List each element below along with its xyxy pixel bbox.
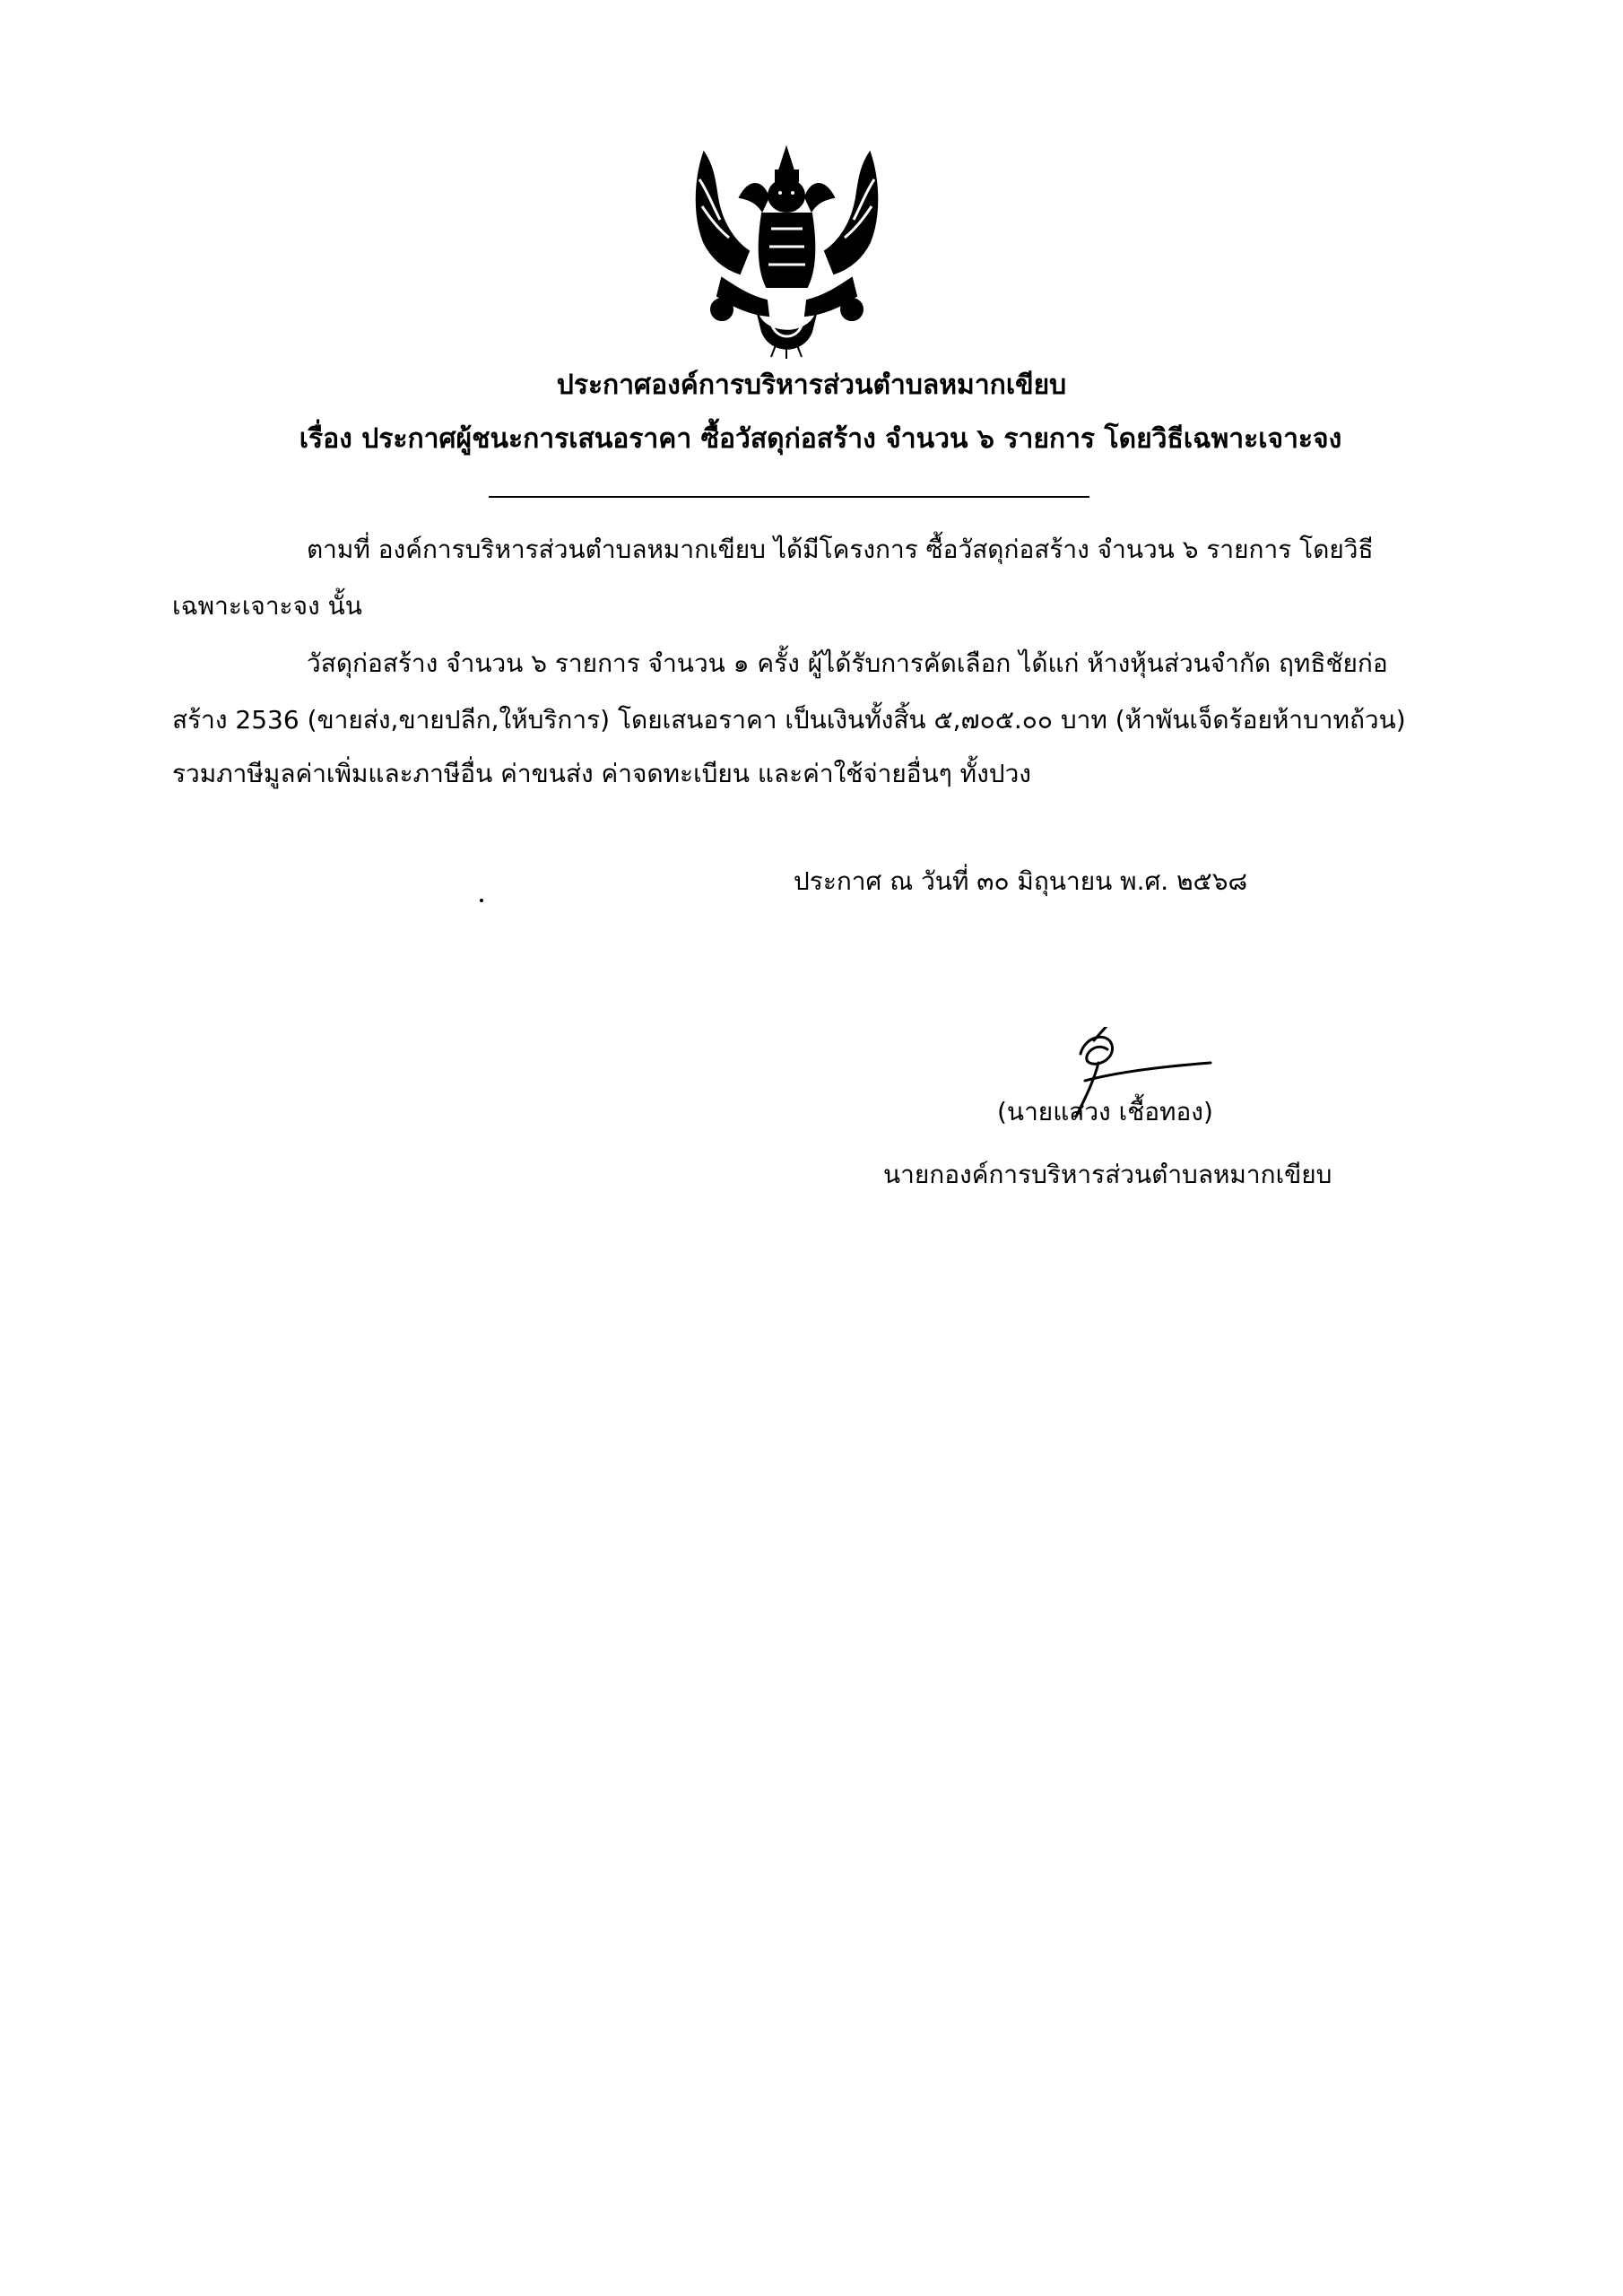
paragraph-1-line-2: เฉพาะเจาะจง นั้น: [172, 591, 362, 621]
paragraph-2-line-2: สร้าง 2536 (ขายส่ง,ขายปลีก,ให้บริการ) โดยเสนอราคา เป็นเงินทั้งสิ้น ๕,๗๐๕.๐๐ บาท (ห้าพันเจ็ดร้อยห้าบาทถ้วน): [172, 705, 1406, 735]
organization-heading: ประกาศองค์การบริหารส่วนตำบลหมากเขียบ: [556, 370, 1067, 401]
paragraph-2-line-1: วัสดุก่อสร้าง จำนวน ๖ รายการ จำนวน ๑ ครั้ง ผู้ได้รับการคัดเลือก ได้แก่ ห้างหุ้นส่วนจำกัด ฤทธิชัยก่อ: [307, 648, 1388, 678]
header-divider: [489, 496, 1089, 498]
paragraph-2-line-3: รวมภาษีมูลค่าเพิ่มและภาษีอื่น ค่าขนส่ง ค่าจดทะเบียน และค่าใช้จ่ายอื่นๆ ทั้งปวง: [172, 759, 1031, 788]
subject-heading: เรื่อง ประกาศผู้ชนะการเสนอราคา ซื้อวัสดุก่อสร้าง จำนวน ๖ รายการ โดยวิธีเฉพาะเจาะจง: [299, 423, 1342, 455]
stray-mark: [480, 899, 483, 902]
signer-title: นายกองค์การบริหารส่วนตำบลหมากเขียบ: [883, 1160, 1332, 1189]
garuda-emblem-icon: [686, 144, 888, 359]
announcement-date: ประกาศ ณ วันที่ ๓๐ มิถุนายน พ.ศ. ๒๕๖๘: [794, 866, 1248, 896]
paragraph-1-line-1: ตามที่ องค์การบริหารส่วนตำบลหมากเขียบ ได้มีโครงการ ซื้อวัสดุก่อสร้าง จำนวน ๖ รายการ โดยวิธี: [307, 535, 1374, 564]
signer-name: (นายแสวง เชื้อทอง): [997, 1097, 1213, 1126]
